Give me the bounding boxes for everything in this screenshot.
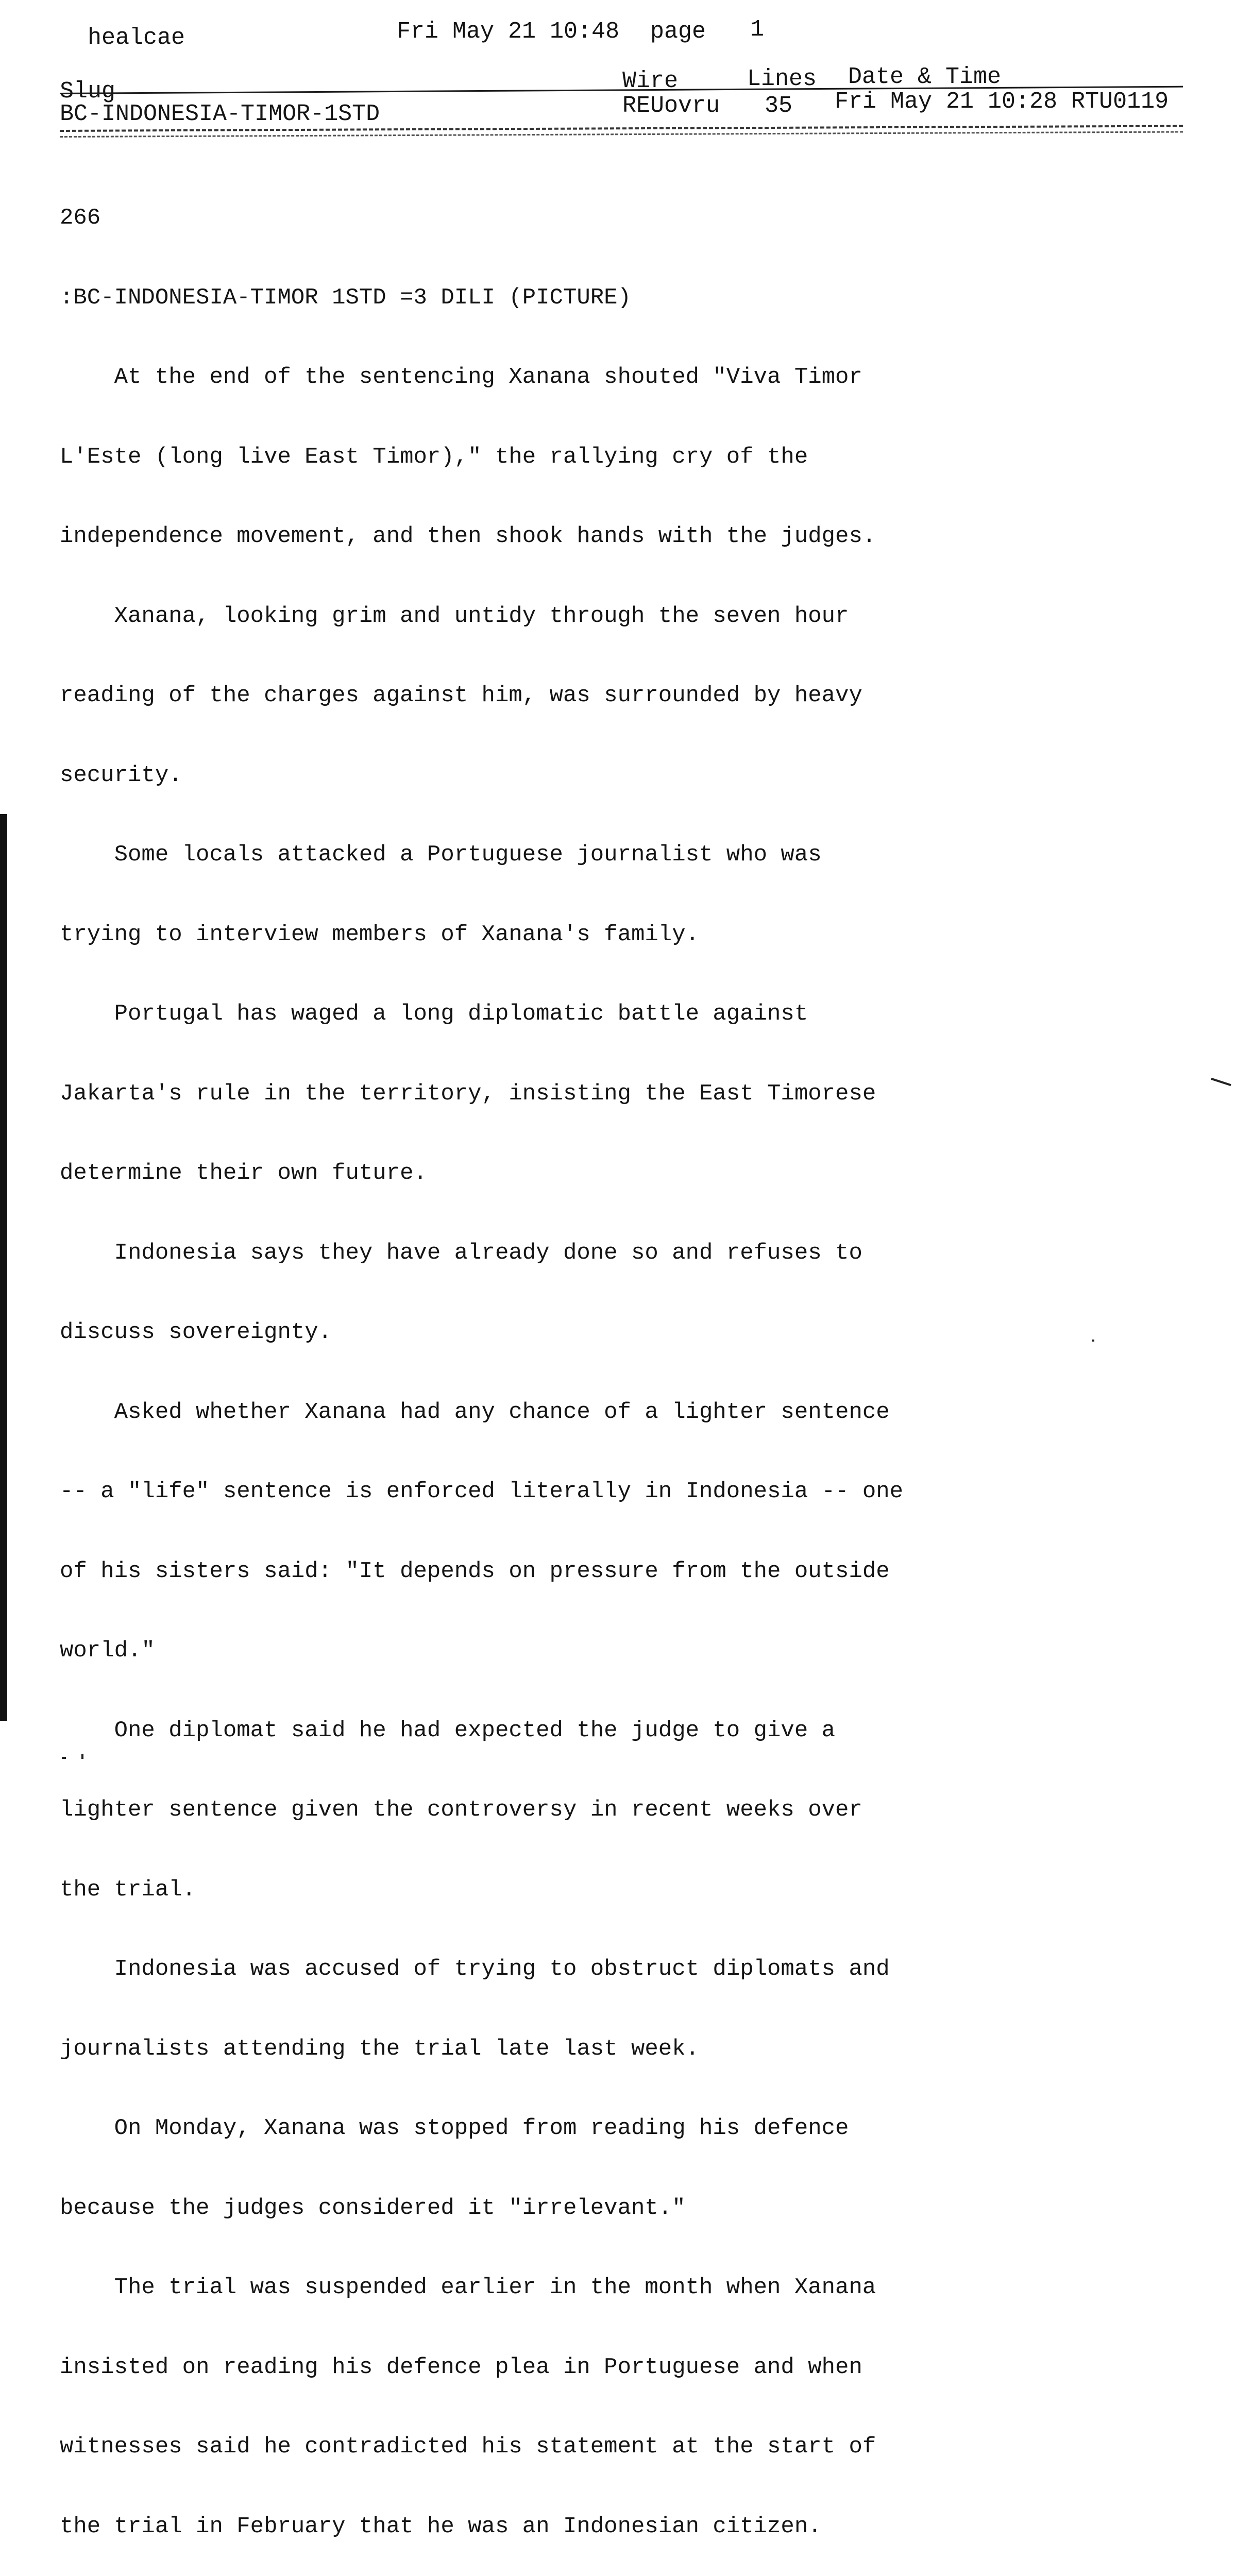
datetime-label: Date & Time xyxy=(848,64,1002,90)
header-page-label: page xyxy=(650,19,706,45)
story-line: of his sisters said: "It depends on pressure from the outside xyxy=(60,1558,890,1584)
story-line: Indonesia was accused of trying to obstruct diplomats and xyxy=(60,1956,890,1982)
story-line: :BC-INDONESIA-TIMOR 1STD =3 DILI (PICTURE) xyxy=(60,284,631,311)
story-line: 266 xyxy=(60,205,101,231)
story-line: witnesses said he contradicted his statement at the start of xyxy=(60,2434,876,2460)
lines-label: Lines xyxy=(747,66,817,92)
story-line: trying to interview members of Xanana's family. xyxy=(60,921,700,947)
story-line: security. xyxy=(60,762,182,788)
story-line: discuss sovereignty. xyxy=(60,1319,332,1345)
story-line: world." xyxy=(60,1638,155,1664)
story-line: At the end of the sentencing Xanana shouted "Viva Timor xyxy=(60,364,862,390)
slug-label: Slug xyxy=(60,78,116,105)
story-line: independence movement, and then shook hands with the judges. xyxy=(60,523,876,549)
scan-speck xyxy=(1092,1340,1094,1342)
story-line: insisted on reading his defence plea in Portuguese and when xyxy=(60,2354,862,2380)
row-datetime: Fri May 21 10:28 RTU0119 xyxy=(835,89,1169,115)
story-line: because the judges considered it "irrelevant." xyxy=(60,2195,686,2221)
story-body xyxy=(60,152,987,2576)
story-line: Asked whether Xanana had any chance of a lighter sentence xyxy=(60,1399,890,1425)
scan-speck xyxy=(1211,1078,1231,1086)
story-line: lighter sentence given the controversy in recent weeks over xyxy=(60,1797,862,1823)
row-lines: 35 xyxy=(765,93,793,119)
story-line: On Monday, Xanana was stopped from reading his defence xyxy=(60,2115,849,2141)
story-line: determine their own future. xyxy=(60,1160,427,1186)
story-line: the trial in February that he was an Indonesian citizen. xyxy=(60,2513,822,2539)
story-line: Jakarta's rule in the territory, insisting the East Timorese xyxy=(60,1080,876,1107)
header-timestamp: Fri May 21 10:48 xyxy=(397,19,620,45)
story-line: Indonesia says they have already done so and refuses to xyxy=(60,1240,862,1266)
story-line: the trial. xyxy=(60,1876,196,1903)
story-line: Some locals attacked a Portuguese journalist who was xyxy=(60,842,822,868)
row-slug: BC-INDONESIA-TIMOR-1STD xyxy=(60,101,380,127)
story-line: One diplomat said he had expected the judge to give a xyxy=(60,1717,836,1743)
story-line: L'Este (long live East Timor)," the rallying cry of the xyxy=(60,444,808,470)
story-line: The trial was suspended earlier in the month when Xanana xyxy=(60,2275,876,2300)
story-line: journalists attending the trial late last week. xyxy=(60,2036,700,2062)
scan-speck xyxy=(62,1757,66,1759)
row-wire: REUovru xyxy=(622,93,720,119)
scan-edge-bar xyxy=(0,814,7,1721)
story-line: Portugal has waged a long diplomatic battle against xyxy=(60,1001,808,1027)
story-line: -- a "life" sentence is enforced literally in Indonesia -- one xyxy=(60,1479,904,1504)
story-line: Xanana, looking grim and untidy through the seven hour xyxy=(60,603,849,629)
header-user: healcae xyxy=(88,25,185,51)
scan-speck xyxy=(81,1754,83,1759)
wire-label: Wire xyxy=(622,68,679,94)
story-line: reading of the charges against him, was surrounded by heavy xyxy=(60,683,862,708)
header-page-number: 1 xyxy=(750,16,765,43)
